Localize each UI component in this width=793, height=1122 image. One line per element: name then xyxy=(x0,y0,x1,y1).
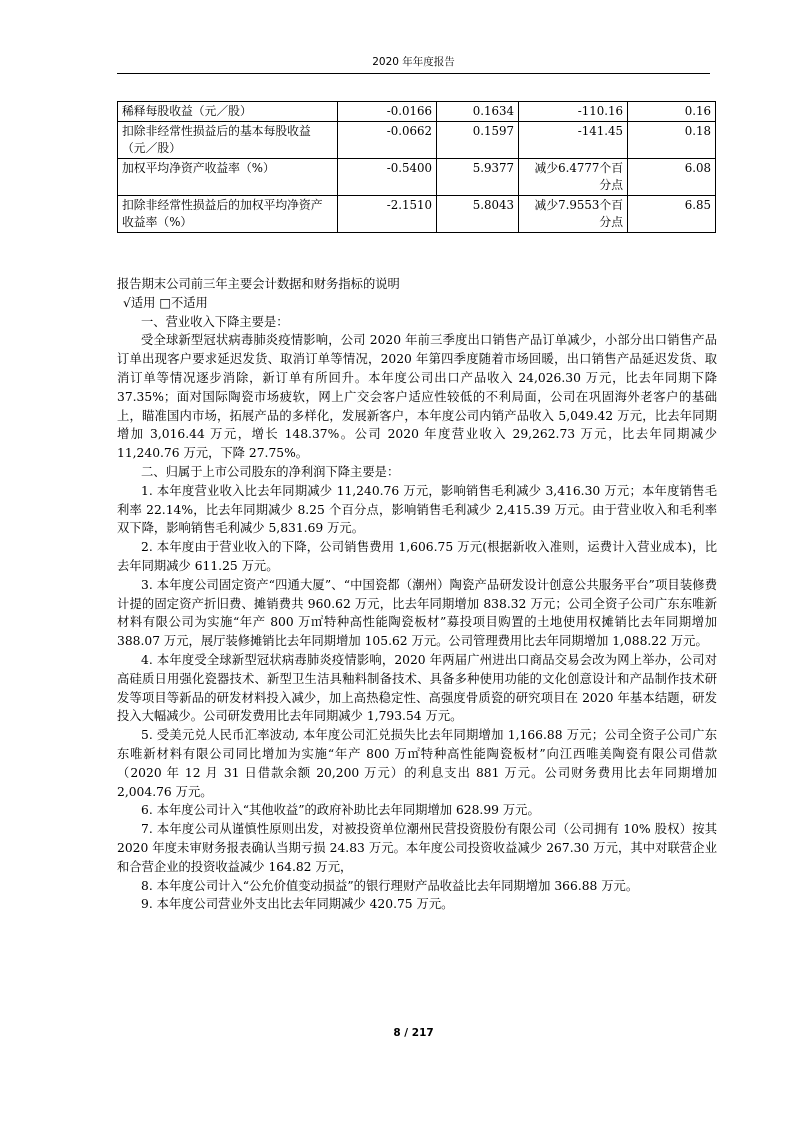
paragraph: 受全球新型冠状病毒肺炎疫情影响，公司 2020 年前三季度出口销售产品订单减少，小部分出口销售产品订单出现客户要求延迟发货、取消订单等情况，2020 年第四季度随着市场回暖，出口销售产品延迟发货、取消订单等情况逐步消除，新订单有所回升。本年度公司出口产品收入 24,026.30 万元，比去年同期下降 37.35%；面对国际陶瓷市场疲软，网上广交会客户适应性较低的不利局面，公司在巩固海外老客户的基础上，瞄准国内市场，拓展产品的多样化，发展新客户，本年度公司内销产品收入 5,049.42 万元，比去年同期增加 3,016.44 万元，增长 148.37%。公司 2020 年度营业收入 29,262.73 万元，比去年同期减少 11,240.76 万元，下降 27.75%。 xyxy=(117,333,717,461)
header-divider xyxy=(117,73,710,74)
table-row xyxy=(118,122,716,159)
heading-revenue-decline: 一、营业收入下降主要是： xyxy=(141,314,289,329)
value-2018: 6.85 xyxy=(628,196,716,233)
financial-indicators-table xyxy=(117,101,716,233)
value-2019: 5.8043 xyxy=(437,196,519,233)
table-row xyxy=(118,102,716,122)
paragraph: 9. 本年度公司营业外支出比去年同期减少 420.75 万元。 xyxy=(141,897,454,912)
paragraph: 8. 本年度公司计入“公允价值变动损益”的银行理财产品收益比去年同期增加 366.88 万元。 xyxy=(141,878,639,893)
paragraph: 3. 本年度公司固定资产“四通大厦”、“中国瓷都（潮州）陶瓷产品研发设计创意公共服务平台”项目装修费计提的固定资产折旧费、摊销费共 960.62 万元，比去年同期增加 838.32 万元；公司全资子公司广东东唯新材料有限公司为实施“年产 800 万㎡特种高性能陶瓷板材”募投项目购置的土地使用权摊销比去年同期增加 388.07 万元，展厅装修摊销比去年同期增加 105.62 万元。公司管理费用比去年同期增加 1,088.22 万元。 xyxy=(117,577,717,649)
value-change: -110.16 xyxy=(519,102,628,122)
value-2019: 0.1597 xyxy=(437,122,519,159)
report-body xyxy=(117,275,717,914)
row-label: 加权平均净资产收益率（%） xyxy=(118,159,338,196)
page-header-title: 2020 年年度报告 xyxy=(372,56,455,68)
table-row xyxy=(118,196,716,233)
table-row xyxy=(118,159,716,196)
page-number: 8 / 217 xyxy=(393,1027,434,1039)
value-2020: -0.0662 xyxy=(338,122,437,159)
value-change: 减少6.4777个百分点 xyxy=(519,159,628,196)
value-2018: 0.18 xyxy=(628,122,716,159)
value-2018: 6.08 xyxy=(628,159,716,196)
paragraph: 6. 本年度公司计入“其他收益”的政府补助比去年同期增加 628.99 万元。 xyxy=(141,803,540,818)
value-2019: 5.9377 xyxy=(437,159,519,196)
value-2018: 0.16 xyxy=(628,102,716,122)
heading-net-profit-decline: 二、归属于上市公司股东的净利润下降主要是： xyxy=(141,464,400,479)
value-2020: -2.1510 xyxy=(338,196,437,233)
value-2020: -0.0166 xyxy=(338,102,437,122)
row-label: 扣除非经常性损益后的加权平均净资产收益率（%） xyxy=(118,196,338,233)
paragraph: 1. 本年度营业收入比去年同期减少 11,240.76 万元，影响销售毛利减少 3,416.30 万元；本年度销售毛利率 22.14%，比去年同期减少 8.25 个百分点，影响销售毛利减少 2,415.39 万元。由于营业收入和毛利率双下降，影响销售毛利减少 5,831.69 万元。 xyxy=(117,483,717,536)
applicability-options: √适用 □不适用 xyxy=(123,295,208,310)
section-intro: 报告期末公司前三年主要会计数据和财务指标的说明 xyxy=(117,277,400,291)
value-2020: -0.5400 xyxy=(338,159,437,196)
paragraph: 4. 本年度受全球新型冠状病毒肺炎疫情影响，2020 年两届广州进出口商品交易会改为网上举办，公司对高硅质日用强化瓷器技术、新型卫生洁具釉料制备技术、具备多种使用功能的文化创意设计和产品制作技术研发等项目等新品的研发材料投入减少，加上高热稳定性、高强度骨质瓷的研究项目在 2020 年基本结题，研发投入大幅减少。公司研发费用比去年同期减少 1,793.54 万元。 xyxy=(117,652,717,724)
value-change: 减少7.9553个百分点 xyxy=(519,196,628,233)
value-2019: 0.1634 xyxy=(437,102,519,122)
row-label: 扣除非经常性损益后的基本每股收益（元／股） xyxy=(118,122,338,159)
row-label: 稀释每股收益（元／股） xyxy=(118,102,338,122)
paragraph: 5. 受美元兑人民币汇率波动, 本年度公司汇兑损失比去年同期增加 1,166.88 万元；公司全资子公司广东东唯新材料有限公司同比增加为实施“年产 800 万㎡特种高性能陶瓷板材”向江西唯美陶瓷有限公司借款（2020 年 12 月 31 日借款余额 20,200 万元）的利息支出 881 万元。公司财务费用比去年同期增加 2,004.76 万元。 xyxy=(117,728,717,799)
paragraph: 7. 本年度公司从谨慎性原则出发，对被投资单位潮州民营投资股份有限公司（公司拥有 10% 股权）按其 2020 年度未审财务报表确认当期亏损 24.83 万元。本年度公司投资收益减少 267.30 万元，其中对联营企业和合营企业的投资收益减少 164.82 万元， xyxy=(117,822,717,874)
paragraph: 2. 本年度由于营业收入的下降，公司销售费用 1,606.75 万元(根据新收入准则，运费计入营业成本)，比去年同期减少 611.25 万元。 xyxy=(117,540,717,573)
value-change: -141.45 xyxy=(519,122,628,159)
